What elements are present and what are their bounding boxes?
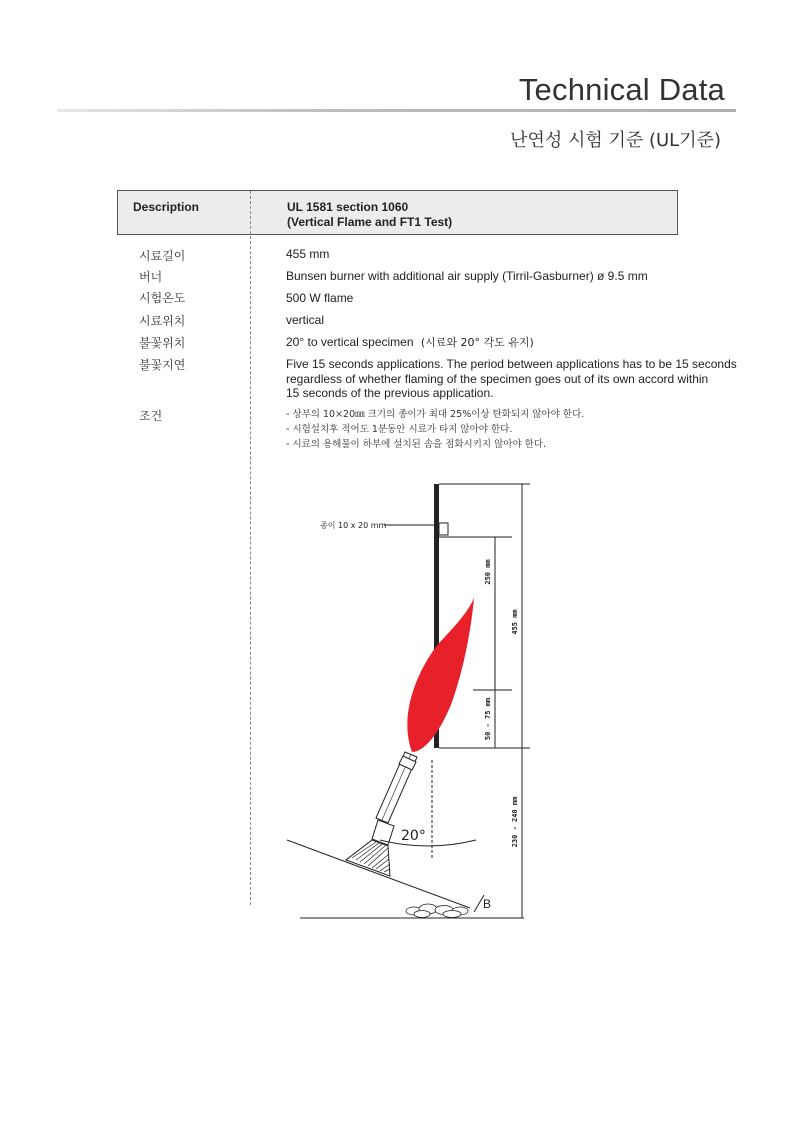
row-label-burner: 버너 xyxy=(139,270,163,284)
standard-title: UL 1581 section 1060 xyxy=(287,200,409,214)
row-value-sample-length: 455 mm xyxy=(286,247,330,261)
condition-item: - 시험설치후 적어도 1분동안 시료가 타지 않아야 한다. xyxy=(286,424,513,435)
row-label-test-temperature: 시험온도 xyxy=(139,291,186,305)
angle-label: 20° xyxy=(401,828,426,844)
paper-label: 종이 10 x 20 mm xyxy=(320,521,387,530)
condition-item: - 상부의 10×20㎜ 크기의 종이가 최대 25%이상 탄화되지 않아야 한다. xyxy=(286,409,585,420)
row-label-sample-position: 시료위치 xyxy=(139,314,186,328)
standard-subtitle: (Vertical Flame and FT1 Test) xyxy=(287,215,453,229)
dim-230-240-label: 230 - 240 mm xyxy=(511,796,519,848)
flame-delay-line-3: 15 seconds of the previous application. xyxy=(286,386,494,400)
page-subtitle: 난연성 시험 기준 (UL기준) xyxy=(510,130,721,151)
angle-arc xyxy=(380,840,476,846)
row-label-conditions: 조건 xyxy=(139,409,163,423)
cotton-wool xyxy=(406,904,468,918)
flame-delay-line-1: Five 15 seconds applications. The period between applications has to be 15 seconds xyxy=(286,357,737,371)
dim-250-label: 250 mm xyxy=(484,559,492,585)
paper-indicator xyxy=(439,523,448,535)
flame-position-note: (시료와 20° 각도 유지) xyxy=(420,336,534,349)
row-label-sample-length: 시료길이 xyxy=(139,249,186,263)
dim-455-label: 455 mm xyxy=(511,609,519,635)
row-value-test-temperature: 500 W flame xyxy=(286,291,354,305)
flame-delay-line-2: regardless of whether flaming of the specimen goes out of its own accord within xyxy=(286,371,709,386)
condition-item: - 시료의 용해물이 하부에 설치된 솜을 점화시키지 않아야 한다. xyxy=(286,439,547,450)
point-b-label: B xyxy=(483,897,492,911)
row-value-burner: Bunsen burner with additional air supply (Tirril-Gasburner) ø 9.5 mm xyxy=(286,269,648,283)
flame-shape xyxy=(407,598,474,752)
page-title: Technical Data xyxy=(518,72,725,107)
row-label-flame-position: 불꽃위치 xyxy=(139,336,186,350)
row-value-sample-position: vertical xyxy=(286,313,325,327)
dim-50-75-label: 50 - 75 mm xyxy=(484,697,492,741)
flame-position-value: 20° to vertical specimen xyxy=(286,335,414,349)
description-heading: Description xyxy=(133,200,200,214)
row-label-flame-delay: 불꽃지연 xyxy=(139,358,186,372)
